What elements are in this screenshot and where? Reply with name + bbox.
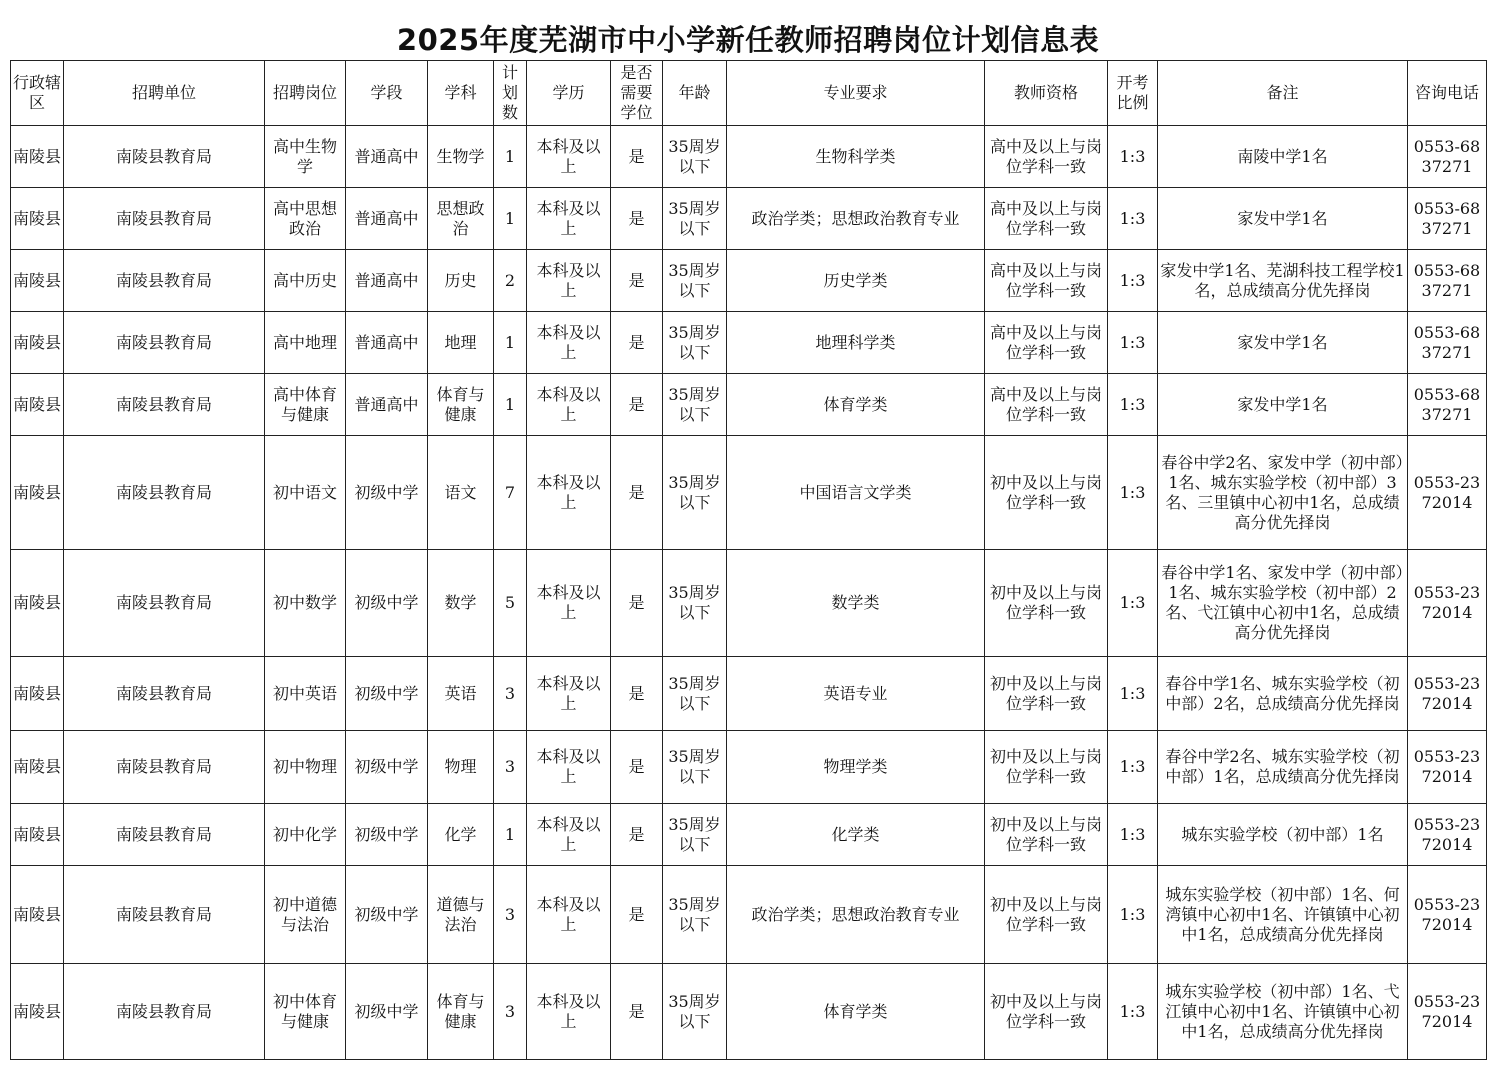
education-cell: 本科及以上 — [527, 550, 611, 657]
phone-cell: 0553-2372014 — [1408, 436, 1487, 550]
district-cell: 南陵县 — [11, 657, 64, 731]
table-body — [11, 126, 1487, 1060]
post-cell: 初中语文 — [265, 436, 346, 550]
stage-cell: 普通高中 — [346, 312, 428, 374]
major-cell: 历史学类 — [727, 250, 985, 312]
unit-cell: 南陵县教育局 — [64, 436, 265, 550]
age-cell: 35周岁以下 — [663, 250, 727, 312]
note-cell: 南陵中学1名 — [1158, 126, 1408, 188]
page-title: 2025年度芜湖市中小学新任教师招聘岗位计划信息表 — [396, 23, 1100, 57]
count-cell: 3 — [494, 731, 527, 804]
stage-cell: 普通高中 — [346, 374, 428, 436]
table-row — [11, 550, 1487, 657]
stage-cell: 初级中学 — [346, 731, 428, 804]
education-cell: 本科及以上 — [527, 866, 611, 964]
table-row — [11, 312, 1487, 374]
major-cell: 政治学类；思想政治教育专业 — [727, 866, 985, 964]
phone-cell: 0553-6837271 — [1408, 126, 1487, 188]
degree-cell: 是 — [611, 188, 663, 250]
phone-cell: 0553-2372014 — [1408, 657, 1487, 731]
degree-cell: 是 — [611, 126, 663, 188]
ratio-cell: 1:3 — [1108, 550, 1158, 657]
ratio-cell: 1:3 — [1108, 374, 1158, 436]
post-cell: 高中体育与健康 — [265, 374, 346, 436]
subject-cell: 英语 — [428, 657, 494, 731]
count-cell: 3 — [494, 657, 527, 731]
district-cell: 南陵县 — [11, 250, 64, 312]
stage-cell: 初级中学 — [346, 657, 428, 731]
age-cell: 35周岁以下 — [663, 866, 727, 964]
stage-cell: 初级中学 — [346, 804, 428, 866]
major-cell: 体育学类 — [727, 374, 985, 436]
phone-cell: 0553-2372014 — [1408, 804, 1487, 866]
ratio-cell: 1:3 — [1108, 436, 1158, 550]
note-cell: 城东实验学校（初中部）1名、何湾镇中心初中1名、许镇镇中心初中1名，总成绩高分优先择岗 — [1158, 866, 1408, 964]
table-row — [11, 964, 1487, 1060]
note-cell: 城东实验学校（初中部）1名、弋江镇中心初中1名、许镇镇中心初中1名，总成绩高分优先择岗 — [1158, 964, 1408, 1060]
note-cell: 城东实验学校（初中部）1名 — [1158, 804, 1408, 866]
count-cell: 1 — [494, 374, 527, 436]
subject-cell: 地理 — [428, 312, 494, 374]
age-cell: 35周岁以下 — [663, 731, 727, 804]
count-cell: 7 — [494, 436, 527, 550]
age-cell: 35周岁以下 — [663, 126, 727, 188]
header-degree: 是否需要学位 — [611, 61, 663, 126]
stage-cell: 普通高中 — [346, 188, 428, 250]
header-age: 年龄 — [663, 61, 727, 126]
header-education: 学历 — [527, 61, 611, 126]
district-cell: 南陵县 — [11, 804, 64, 866]
note-cell: 春谷中学1名、城东实验学校（初中部）2名，总成绩高分优先择岗 — [1158, 657, 1408, 731]
table-row — [11, 657, 1487, 731]
subject-cell: 思想政治 — [428, 188, 494, 250]
district-cell: 南陵县 — [11, 550, 64, 657]
ratio-cell: 1:3 — [1108, 250, 1158, 312]
header-unit: 招聘单位 — [64, 61, 265, 126]
header-note: 备注 — [1158, 61, 1408, 126]
degree-cell: 是 — [611, 250, 663, 312]
district-cell: 南陵县 — [11, 312, 64, 374]
ratio-cell: 1:3 — [1108, 188, 1158, 250]
unit-cell: 南陵县教育局 — [64, 964, 265, 1060]
degree-cell: 是 — [611, 731, 663, 804]
count-cell: 3 — [494, 964, 527, 1060]
ratio-cell: 1:3 — [1108, 126, 1158, 188]
post-cell: 初中道德与法治 — [265, 866, 346, 964]
education-cell: 本科及以上 — [527, 312, 611, 374]
degree-cell: 是 — [611, 374, 663, 436]
stage-cell: 普通高中 — [346, 250, 428, 312]
degree-cell: 是 — [611, 550, 663, 657]
header-phone: 咨询电话 — [1408, 61, 1487, 126]
subject-cell: 生物学 — [428, 126, 494, 188]
subject-cell: 物理 — [428, 731, 494, 804]
education-cell: 本科及以上 — [527, 374, 611, 436]
age-cell: 35周岁以下 — [663, 550, 727, 657]
phone-cell: 0553-6837271 — [1408, 312, 1487, 374]
unit-cell: 南陵县教育局 — [64, 866, 265, 964]
stage-cell: 初级中学 — [346, 866, 428, 964]
header-stage: 学段 — [346, 61, 428, 126]
major-cell: 化学类 — [727, 804, 985, 866]
count-cell: 1 — [494, 126, 527, 188]
table-header-row — [11, 61, 1487, 126]
post-cell: 高中思想政治 — [265, 188, 346, 250]
post-cell: 初中体育与健康 — [265, 964, 346, 1060]
degree-cell: 是 — [611, 436, 663, 550]
phone-cell: 0553-6837271 — [1408, 188, 1487, 250]
age-cell: 35周岁以下 — [663, 657, 727, 731]
unit-cell: 南陵县教育局 — [64, 188, 265, 250]
qualification-cell: 初中及以上与岗位学科一致 — [985, 731, 1108, 804]
major-cell: 地理科学类 — [727, 312, 985, 374]
district-cell: 南陵县 — [11, 374, 64, 436]
education-cell: 本科及以上 — [527, 964, 611, 1060]
major-cell: 政治学类；思想政治教育专业 — [727, 188, 985, 250]
district-cell: 南陵县 — [11, 731, 64, 804]
age-cell: 35周岁以下 — [663, 964, 727, 1060]
major-cell: 数学类 — [727, 550, 985, 657]
ratio-cell: 1:3 — [1108, 964, 1158, 1060]
phone-cell: 0553-2372014 — [1408, 964, 1487, 1060]
phone-cell: 0553-2372014 — [1408, 731, 1487, 804]
major-cell: 体育学类 — [727, 964, 985, 1060]
header-ratio: 开考比例 — [1108, 61, 1158, 126]
education-cell: 本科及以上 — [527, 126, 611, 188]
ratio-cell: 1:3 — [1108, 866, 1158, 964]
subject-cell: 历史 — [428, 250, 494, 312]
note-cell: 家发中学1名 — [1158, 312, 1408, 374]
note-cell: 春谷中学2名、家发中学（初中部）1名、城东实验学校（初中部）3名、三里镇中心初中1名，总成绩高分优先择岗 — [1158, 436, 1408, 550]
major-cell: 中国语言文学类 — [727, 436, 985, 550]
degree-cell: 是 — [611, 312, 663, 374]
qualification-cell: 初中及以上与岗位学科一致 — [985, 657, 1108, 731]
phone-cell: 0553-6837271 — [1408, 374, 1487, 436]
post-cell: 高中历史 — [265, 250, 346, 312]
phone-cell: 0553-2372014 — [1408, 550, 1487, 657]
header-qualification: 教师资格 — [985, 61, 1108, 126]
post-cell: 高中地理 — [265, 312, 346, 374]
age-cell: 35周岁以下 — [663, 804, 727, 866]
qualification-cell: 初中及以上与岗位学科一致 — [985, 436, 1108, 550]
post-cell: 初中英语 — [265, 657, 346, 731]
header-district: 行政辖区 — [11, 61, 64, 126]
count-cell: 2 — [494, 250, 527, 312]
education-cell: 本科及以上 — [527, 188, 611, 250]
table-row — [11, 374, 1487, 436]
stage-cell: 初级中学 — [346, 550, 428, 657]
age-cell: 35周岁以下 — [663, 312, 727, 374]
age-cell: 35周岁以下 — [663, 436, 727, 550]
qualification-cell: 初中及以上与岗位学科一致 — [985, 866, 1108, 964]
unit-cell: 南陵县教育局 — [64, 312, 265, 374]
qualification-cell: 初中及以上与岗位学科一致 — [985, 964, 1108, 1060]
qualification-cell: 高中及以上与岗位学科一致 — [985, 188, 1108, 250]
count-cell: 1 — [494, 188, 527, 250]
subject-cell: 道德与法治 — [428, 866, 494, 964]
qualification-cell: 高中及以上与岗位学科一致 — [985, 126, 1108, 188]
note-cell: 家发中学1名 — [1158, 188, 1408, 250]
ratio-cell: 1:3 — [1108, 804, 1158, 866]
subject-cell: 数学 — [428, 550, 494, 657]
count-cell: 3 — [494, 866, 527, 964]
unit-cell: 南陵县教育局 — [64, 657, 265, 731]
ratio-cell: 1:3 — [1108, 731, 1158, 804]
qualification-cell: 高中及以上与岗位学科一致 — [985, 374, 1108, 436]
phone-cell: 0553-2372014 — [1408, 866, 1487, 964]
unit-cell: 南陵县教育局 — [64, 804, 265, 866]
education-cell: 本科及以上 — [527, 250, 611, 312]
district-cell: 南陵县 — [11, 866, 64, 964]
note-cell: 春谷中学1名、家发中学（初中部）1名、城东实验学校（初中部）2名、弋江镇中心初中1名，总成绩高分优先择岗 — [1158, 550, 1408, 657]
stage-cell: 初级中学 — [346, 436, 428, 550]
education-cell: 本科及以上 — [527, 657, 611, 731]
subject-cell: 体育与健康 — [428, 374, 494, 436]
degree-cell: 是 — [611, 964, 663, 1060]
table-row — [11, 126, 1487, 188]
subject-cell: 化学 — [428, 804, 494, 866]
district-cell: 南陵县 — [11, 126, 64, 188]
qualification-cell: 初中及以上与岗位学科一致 — [985, 550, 1108, 657]
unit-cell: 南陵县教育局 — [64, 126, 265, 188]
education-cell: 本科及以上 — [527, 804, 611, 866]
header-count: 计划数 — [494, 61, 527, 126]
ratio-cell: 1:3 — [1108, 312, 1158, 374]
unit-cell: 南陵县教育局 — [64, 374, 265, 436]
note-cell: 春谷中学2名、城东实验学校（初中部）1名，总成绩高分优先择岗 — [1158, 731, 1408, 804]
table-row — [11, 731, 1487, 804]
note-cell: 家发中学1名 — [1158, 374, 1408, 436]
post-cell: 高中生物学 — [265, 126, 346, 188]
unit-cell: 南陵县教育局 — [64, 550, 265, 657]
table-row — [11, 250, 1487, 312]
post-cell: 初中化学 — [265, 804, 346, 866]
post-cell: 初中数学 — [265, 550, 346, 657]
qualification-cell: 初中及以上与岗位学科一致 — [985, 804, 1108, 866]
table-row — [11, 804, 1487, 866]
phone-cell: 0553-6837271 — [1408, 250, 1487, 312]
post-cell: 初中物理 — [265, 731, 346, 804]
subject-cell: 体育与健康 — [428, 964, 494, 1060]
table-row — [11, 436, 1487, 550]
major-cell: 生物科学类 — [727, 126, 985, 188]
major-cell: 英语专业 — [727, 657, 985, 731]
stage-cell: 初级中学 — [346, 964, 428, 1060]
count-cell: 1 — [494, 312, 527, 374]
count-cell: 1 — [494, 804, 527, 866]
education-cell: 本科及以上 — [527, 731, 611, 804]
recruitment-plan-table — [10, 60, 1487, 1060]
degree-cell: 是 — [611, 866, 663, 964]
district-cell: 南陵县 — [11, 188, 64, 250]
stage-cell: 普通高中 — [346, 126, 428, 188]
district-cell: 南陵县 — [11, 964, 64, 1060]
unit-cell: 南陵县教育局 — [64, 731, 265, 804]
table-row — [11, 188, 1487, 250]
degree-cell: 是 — [611, 657, 663, 731]
education-cell: 本科及以上 — [527, 436, 611, 550]
unit-cell: 南陵县教育局 — [64, 250, 265, 312]
header-major: 专业要求 — [727, 61, 985, 126]
qualification-cell: 高中及以上与岗位学科一致 — [985, 250, 1108, 312]
age-cell: 35周岁以下 — [663, 188, 727, 250]
district-cell: 南陵县 — [11, 436, 64, 550]
header-post: 招聘岗位 — [265, 61, 346, 126]
table-row — [11, 866, 1487, 964]
header-subject: 学科 — [428, 61, 494, 126]
count-cell: 5 — [494, 550, 527, 657]
degree-cell: 是 — [611, 804, 663, 866]
age-cell: 35周岁以下 — [663, 374, 727, 436]
subject-cell: 语文 — [428, 436, 494, 550]
major-cell: 物理学类 — [727, 731, 985, 804]
ratio-cell: 1:3 — [1108, 657, 1158, 731]
qualification-cell: 高中及以上与岗位学科一致 — [985, 312, 1108, 374]
note-cell: 家发中学1名、芜湖科技工程学校1名，总成绩高分优先择岗 — [1158, 250, 1408, 312]
